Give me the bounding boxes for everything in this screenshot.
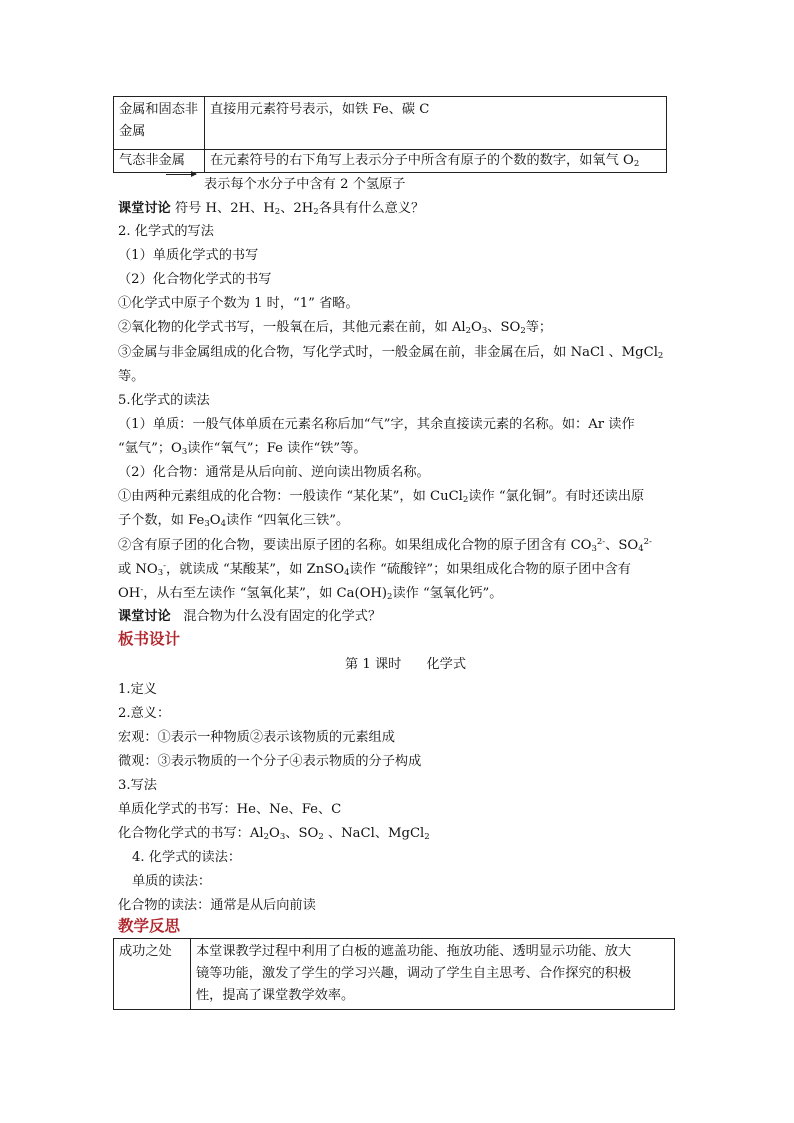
table-cell: 直接用元素符号表示，如铁 Fe、碳 C: [205, 97, 667, 150]
reflection-heading: 教学反思: [118, 917, 181, 935]
rule-1: ①化学式中原子个数为 1 时，“1” 省略。: [118, 296, 359, 311]
table-cell: [205, 150, 667, 173]
compound-rule-1: [118, 488, 644, 506]
text-part: 、NaCl、MgCl: [323, 826, 425, 841]
board-title-lesson: 第 1 课时: [345, 657, 402, 672]
text-part: ，从右至左读作 “氢氧化某”，如 Ca(OH): [143, 586, 388, 601]
arrow-note: 表示每个水分子中含有 2 个氢原子: [204, 177, 406, 192]
subsection: （2）化合物化学式的书写: [118, 272, 272, 287]
board-item: 2.意义：: [118, 706, 171, 721]
text-part: O: [209, 513, 221, 528]
formula-writing-table: [113, 96, 667, 173]
board-item: [118, 825, 430, 843]
superscript: -: [163, 561, 167, 571]
board-title-topic: 化学式: [426, 657, 467, 672]
board-item: 单质的读法：: [132, 874, 212, 889]
cell-text: 在元素符号的右下角写上表示分子中所含有原子的个数的数字，如氧气 O: [210, 153, 634, 168]
compound-rule-2: [118, 537, 652, 555]
compound-rule-2-cont: [118, 561, 631, 579]
reflection-line: 性，提高了课堂教学效率。: [196, 988, 355, 1003]
text-part: 、SO: [285, 826, 319, 841]
reading-elemental: （1）单质：一般气体单质在元素名称后加“气”字，其余直接读元素的名称。如：Ar 读作: [118, 417, 635, 432]
table-cell: 金属和固态非金属: [114, 97, 205, 150]
rule-2: [118, 319, 552, 337]
text-part: ①由两种元素组成的化合物：一般读作 “某化某”，如 CuCl: [118, 489, 463, 504]
subscript: 3: [279, 832, 286, 842]
text-part: 读作 “氢氧化钙”。: [392, 586, 503, 601]
text-part: O: [471, 320, 482, 335]
text-part: 子个数，如 Fe: [118, 513, 205, 528]
subscript: 3: [204, 519, 210, 529]
text-part: 符号 H、2H、H: [174, 201, 275, 216]
text-part: 或 NO: [118, 562, 158, 577]
text-part: ，就读成 “某酸某”，如 ZnSO: [166, 562, 345, 577]
subscript: 3: [181, 447, 188, 457]
superscript: 2-: [596, 537, 606, 547]
text-part: 等；: [525, 320, 553, 335]
discussion-2: [118, 608, 381, 626]
reading-elemental-cont: [118, 440, 367, 458]
board-item: 微观：③表示物质的一个分子④表示物质的分子构成: [118, 754, 422, 769]
subscript: 2: [520, 326, 526, 336]
subscript: 4: [638, 544, 644, 554]
text-part: 读作 “硫酸锌”；如果组成化合物的原子团中含有: [349, 562, 631, 577]
discussion-label: 课堂讨论: [118, 609, 171, 624]
text-part: 读作 “氯化铜”。有时还读出原: [468, 489, 645, 504]
subscript: 2: [318, 832, 324, 842]
board-item: 化合物的读法：通常是从后向前读: [118, 898, 316, 913]
subscript: 4: [220, 519, 227, 529]
board-title: [345, 656, 466, 674]
text-part: “氩气”；O: [118, 441, 182, 456]
discussion-label: 课堂讨论: [118, 201, 171, 216]
discussion-1: [118, 200, 424, 218]
superscript: 2-: [643, 537, 652, 547]
subscript: 2: [387, 592, 393, 602]
board-heading: 板书设计: [118, 630, 181, 648]
text-part: 读作“氧气”；Fe 读作“铁”等。: [187, 441, 367, 456]
subscript: 2: [633, 159, 640, 169]
board-item: 单质化学式的书写：He、Ne、Fe、C: [118, 802, 342, 817]
table-row: [114, 939, 675, 1010]
rule-3-cont: 等。: [118, 369, 145, 384]
reflection-line: 本堂课教学过程中利用了白板的遮盖功能、拖放功能、透明显示功能、放大: [196, 944, 632, 959]
board-item: 宏观：①表示一种物质②表示该物质的元素组成: [118, 730, 395, 745]
text-part: ②含有原子团的化合物，要读出原子团的名称。如果组成化合物的原子团含有 CO: [118, 538, 592, 553]
compound-rule-2-cont2: [118, 585, 502, 603]
subscript: 2: [657, 351, 664, 361]
text-part: OH: [118, 586, 141, 601]
subscript: 2: [462, 495, 469, 505]
subscript: 2: [465, 326, 472, 336]
subscript: 2: [424, 832, 430, 842]
subscript: 3: [481, 326, 488, 336]
discussion-text: 混合物为什么没有固定的化学式？: [183, 609, 382, 624]
text-part: 读作 “四氧化三铁”。: [226, 513, 350, 528]
text-part: 各具有什么意义？: [318, 201, 425, 216]
text-part: ③金属与非金属组成的化合物，写化学式时，一般金属在前，非金属在后，如 NaCl 、MgCl: [118, 345, 658, 360]
board-item: 3.写法: [118, 778, 157, 793]
subscript: 2: [274, 207, 281, 217]
subscript: 2: [263, 832, 270, 842]
subscript: 4: [344, 568, 350, 578]
text-part: 化合物化学式的书写：Al: [118, 826, 264, 841]
reflection-line: 镜等功能，激发了学生的学习兴趣，调动了学生自主思考、合作探究的积极: [196, 966, 632, 981]
subscript: 3: [157, 568, 164, 578]
table-row: [114, 150, 667, 173]
reflection-table: [113, 938, 675, 1010]
text-part: 、SO: [605, 538, 639, 553]
superscript: -: [140, 585, 144, 595]
section-heading: 5.化学式的读法: [118, 393, 210, 408]
text-part: ②氧化物的化学式书写，一般氧在后，其他元素在前，如 Al: [118, 320, 466, 335]
board-item: 1.定义: [118, 682, 157, 697]
table-cell: 气态非金属: [114, 150, 205, 173]
rule-3: [118, 344, 663, 362]
text-part: 、2H: [280, 201, 314, 216]
section-heading: 2. 化学式的写法: [118, 224, 214, 239]
text-part: O: [269, 826, 280, 841]
subscript: 3: [591, 544, 597, 554]
table-cell: [191, 939, 675, 1010]
table-row: [114, 97, 667, 150]
text-part: 、SO: [487, 320, 521, 335]
subsection: （1）单质化学式的书写: [118, 248, 259, 263]
table-cell: 成功之处: [114, 939, 191, 1010]
board-item: 4. 化学式的读法：: [132, 850, 242, 865]
compound-rule-1-cont: [118, 512, 349, 530]
arrow-icon: [166, 174, 196, 175]
subscript: 2: [313, 207, 319, 217]
reading-compound: （2）化合物：通常是从后向前、逆向读出物质名称。: [118, 465, 430, 480]
